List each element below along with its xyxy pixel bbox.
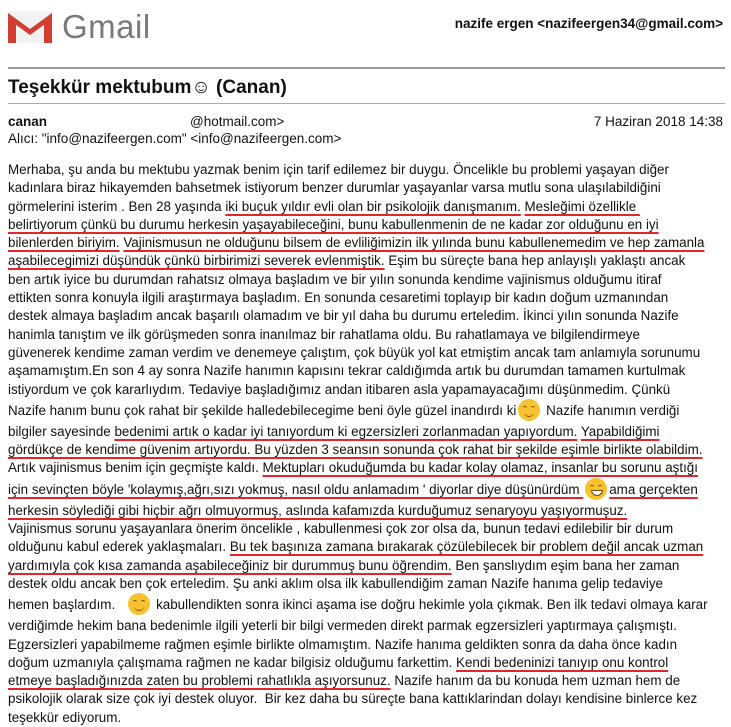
body-text: bilgiler sayesinde [8, 423, 115, 439]
body-text: Eşim bu süreçte bana hep anlayışlı yaklaştı ancak [384, 253, 686, 269]
underlined-text: Vajinismusun ne olduğunu bilsem de evliliğimizin ilk yılında bunu kabullenemedim ve hep zamanla [123, 235, 705, 251]
body-text: istiyordum ve çok kararlıydım. Tedaviye başladığımız andan itibaren asla yapamayacağımı düşünmedim. Çünkü [8, 381, 671, 397]
underlined-text: ama gerçekten [609, 481, 698, 497]
body-text: Vajinismus sorunu yaşayanlara önerim öncelikle , kabullenmesi çok zor olsa da, bunun tedavi edilebilir bir durum [8, 521, 674, 537]
body-text: kabullendikten sonra ikinci aşama ise doğru hekimle yola çıkmak. Ben ilk tedavi olmaya karar [152, 597, 708, 613]
recipient: Alıcı: "info@nazifeergen.com" <info@nazifeergen.com> [8, 131, 342, 146]
body-text: ettikten sonra konuyla ilgili araştırmaya başladım. En sonunda cesaretimi toplayıp bir kadın doğum uzmanından [8, 290, 669, 306]
underlined-text: bilenlerden biriyim. [8, 235, 120, 251]
body-line [8, 381, 708, 399]
divider [8, 103, 725, 104]
gmail-logo-text: Gmail [62, 8, 151, 45]
smiling-face-emoji-icon [128, 593, 150, 615]
body-line [8, 198, 708, 216]
body-text: görmelerini isterim . Ben 28 yaşında [8, 198, 226, 214]
body-line [8, 538, 708, 556]
grinning-face-emoji-icon [585, 478, 607, 500]
underlined-text: etmeye başladığınızda zaten bu problemi rahatlıkla aşıyorsunuz. [8, 673, 391, 689]
body-text: destek oldu ancak ben çok erteledim. Şu anki aklım olsa ilk kabullendiğim zaman Nazife hanıma gelip tedaviye [8, 575, 664, 591]
body-line [8, 399, 708, 423]
body-text: doğum uzmanıyla çalışmama rağmen ne kadar bilgisiz olduğumu farkettim. [8, 654, 457, 670]
underlined-text: belirtiyorum çünkü bu durumu herkesin yaşayabileceğini, bunu kabullenmenin de ne kadar zor olduğunu en iyi [8, 216, 659, 232]
body-text: hemen başlardım. [8, 597, 127, 613]
underlined-text: gördükçe de kendime güvenim artıyordu. Bu yüzden 3 seansın sonunda çok rahat bir şekilde eşimle birlikte olabildim. [8, 442, 703, 458]
body-line [8, 575, 708, 593]
underlined-text: Mesleğimi özellikle [524, 198, 640, 214]
body-text: teşekkür ediyorum. [8, 709, 122, 725]
underlined-text: herkesin söylediği gibi hiçbir ağrı olmuyormuş, aslında kafamızda kurduğumuz senaryoyu yaşıyormuşuz. [8, 502, 628, 518]
body-text: Nazife hanımın verdiği [542, 402, 680, 418]
body-line [8, 709, 708, 727]
body-line [8, 502, 708, 520]
body-text: Nazife hanım da bu konuda hem uzman hem de [390, 673, 681, 689]
underlined-text: Yapabildiğimi [580, 423, 660, 439]
email-body [8, 161, 708, 727]
body-line [8, 459, 708, 477]
divider [8, 67, 725, 69]
body-line [8, 654, 708, 672]
underlined-text: için sevinçten böyle 'kolaymış,ağrı,sızı yokmuş, nasıl oldu anlamadım ' diyorlar diye düşünürdüm [8, 481, 584, 497]
sender [8, 114, 284, 129]
sender-name: canan [8, 114, 48, 129]
underlined-text: iki buçuk yıldır evli olan bir psikolojik danışmanım. [225, 198, 521, 214]
account-label: nazife ergen <nazifeergen34@gmail.com> [454, 16, 723, 31]
body-text: ben artık iyice bu durumdan rahatsız olmaya başladım ve bir yılın sonunda kendime vajinismus olduğumu itiraf [8, 271, 662, 287]
sender-email: @hotmail.com> [190, 114, 285, 129]
body-text: verdiğimde hekim bana bedenimle ilgili yeterli bir bilgi vermeden direkt parmak egzersizleri yaptırmaya çalışmıştı. [8, 618, 678, 634]
body-line [8, 636, 708, 654]
body-line [8, 307, 708, 325]
underlined-text: Mektupları okuduğumda bu kadar kolay olamaz, insanlar bu sorunu aştığı [262, 460, 698, 476]
body-line [8, 672, 708, 690]
body-text: Merhaba, şu anda bu mektubu yazmak benim için tarif edilemez bir duygu. Öncelikle bu problemi yaşayan diğer [8, 162, 669, 177]
body-line [8, 344, 708, 362]
body-line [8, 252, 708, 270]
body-text: güvenerek kendime zaman verdim ve denemeye çalıştım, çok büyük yol kat etmiştim ancak tam anlamıyla sorunumu [8, 344, 701, 360]
body-line [8, 478, 708, 502]
body-text: aşamamıştım.En son 4 ay sonra Nazife hanımın kapısını tekrar caldığımda artık bu durumdan tamamen kurtulmak [8, 363, 686, 379]
body-text: Ben şanslıydım eşim bana her zaman [451, 557, 680, 573]
body-text: Nazife hanım bunu çok rahat bir şekilde halledebilecegime beni öyle güzel inandırdı ki [8, 402, 517, 418]
body-line [8, 520, 708, 538]
body-text: Artık vajinismus benim için geçmişte kaldı. [8, 460, 263, 476]
gmail-m-icon [8, 11, 52, 43]
body-line [8, 617, 708, 635]
body-text: kadınlara biraz hikayemden bahsetmek istiyorum benzer durumlar yaşayanlar varsa mutlu sona ulaşılabildiğini [8, 180, 661, 196]
email-subject: Teşekkür mektubum☺ (Canan) [8, 77, 287, 98]
underlined-text: bedenimi artık o kadar iyi tanıyordum ki egzersizleri zorlanmadan yapıyordum. [114, 423, 578, 439]
body-line [8, 161, 708, 179]
body-line [8, 326, 708, 344]
gmail-logo [8, 8, 151, 46]
body-text: Egzersizleri yapabilmeme rağmen eşimle birlikte olmamıştım. Nazife hanıma geldikten sonra da daha önce kadın [8, 636, 678, 652]
body-text: olduğunu kabul ederek yaklaşmaları. [8, 539, 230, 555]
underlined-text: Kendi bedeninizi tanıyıp onu kontrol [456, 654, 669, 670]
body-text: destek almaya başladım ancak başarılı olamadım ve bir yıl daha bu durumu erteledim. İkinci yılın sonunda Nazife [8, 308, 679, 324]
body-line [8, 234, 708, 252]
body-line [8, 289, 708, 307]
body-line [8, 179, 708, 197]
underlined-text: aşabilecegimizi düşündük çünkü birbirimizi severek evlenmiştik. [8, 253, 385, 269]
underlined-text: Bu tek başınıza zamana bırakarak çözülebilecek bir problem değil ancak uzman [229, 539, 704, 555]
email-date: 7 Haziran 2018 14:38 [593, 114, 723, 129]
body-line [8, 271, 708, 289]
body-line [8, 593, 708, 617]
body-line [8, 423, 708, 441]
underlined-text: yardımıyla çok kısa zamanda aşabileceğiniz bir durummuş bunu öğrendim. [8, 557, 452, 573]
body-line [8, 557, 708, 575]
body-line [8, 441, 708, 459]
body-line [8, 362, 708, 380]
body-line [8, 690, 708, 708]
body-line [8, 216, 708, 234]
body-text: hanimla tanıştım ve ilk görüşmeden sonra inanılmaz bir rahatlama oldu. Bu rahatlamaya ve bilgilendirmeye [8, 326, 640, 342]
body-text: psikolojik olarak size çok iyi destek oluyor. Bir kez daha bu süreçte bana kattıklarindan dolayı kendisine binlerce kez [8, 691, 698, 707]
smiling-face-emoji-icon [518, 399, 540, 421]
